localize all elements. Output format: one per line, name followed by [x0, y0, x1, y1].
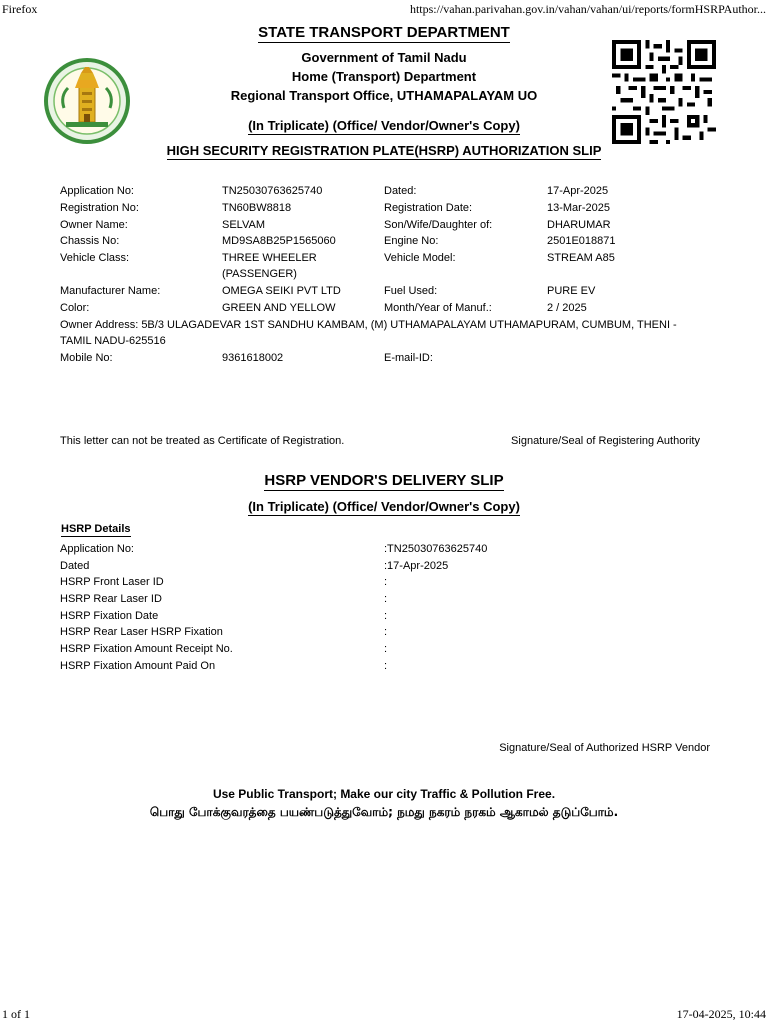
manuf-date-label: Month/Year of Manuf.: [384, 302, 492, 314]
owner-name-value: SELVAM [222, 219, 265, 231]
engine-no-label: Engine No: [384, 235, 439, 247]
mobile-label: Mobile No: [60, 352, 113, 364]
mobile-value: 9361618002 [222, 352, 284, 364]
email-label: E-mail-ID: [384, 352, 433, 364]
application-no-label: Application No: [60, 185, 134, 197]
department-title: STATE TRANSPORT DEPARTMENT [258, 24, 510, 41]
registration-no-label: Registration No: [60, 202, 139, 214]
page-info: 1 of 1 [2, 1007, 30, 1021]
copy-note: (In Triplicate) (Office/ Vendor/Owner's Copy) [248, 118, 520, 133]
hsrp-row-label: HSRP Front Laser ID [60, 576, 164, 588]
manufacturer-label: Manufacturer Name: [60, 285, 161, 297]
hsrp-row-value: : [384, 593, 388, 605]
engine-no-value: 2501E018871 [547, 235, 616, 247]
hsrp-row-value: : [384, 626, 388, 638]
slogan-english: Use Public Transport; Make our city Traffic & Pollution Free. [212, 787, 556, 801]
hsrp-row-value: : [384, 643, 388, 655]
registration-date-value: 13-Mar-2025 [547, 202, 610, 214]
owner-name-label: Owner Name: [60, 219, 128, 231]
hsrp-row-label: HSRP Fixation Amount Paid On [60, 660, 216, 672]
relation-label: Son/Wife/Daughter of: [384, 219, 493, 231]
vehicle-model-label: Vehicle Model: [384, 252, 456, 264]
application-no-value: TN25030763625740 [222, 185, 323, 197]
hsrp-row-value: :17-Apr-2025 [384, 560, 449, 572]
government-name: Government of Tamil Nadu [301, 50, 467, 65]
manuf-date-value: 2 / 2025 [547, 302, 587, 314]
hsrp-row-value: :TN25030763625740 [384, 543, 488, 555]
vehicle-class-value-line1: THREE WHEELER [222, 252, 317, 264]
certificate-disclaimer: This letter can not be treated as Certificate of Registration. [60, 435, 345, 447]
hsrp-details-heading: HSRP Details [61, 523, 131, 535]
rto-name: Regional Transport Office, UTHAMAPALAYAM UO [230, 88, 538, 103]
dated-label: Dated: [384, 185, 417, 197]
hsrp-row-label: Application No: [60, 543, 134, 555]
color-label: Color: [60, 302, 90, 314]
color-value: GREEN AND YELLOW [222, 302, 336, 314]
hsrp-row-label: HSRP Rear Laser ID [60, 593, 162, 605]
hsrp-row-label: HSRP Rear Laser HSRP Fixation [60, 626, 223, 638]
vendor-slip-title: HSRP VENDOR'S DELIVERY SLIP [264, 472, 504, 489]
manufacturer-value: OMEGA SEIKI PVT LTD [222, 285, 341, 297]
registration-no-value: TN60BW8818 [222, 202, 292, 214]
vehicle-model-value: STREAM A85 [547, 252, 615, 264]
vehicle-class-value-line2: (PASSENGER) [222, 268, 297, 280]
slip-title: HIGH SECURITY REGISTRATION PLATE(HSRP) AUTHORIZATION SLIP [166, 143, 602, 158]
home-department: Home (Transport) Department [291, 69, 477, 84]
hsrp-row-label: Dated [60, 560, 90, 572]
print-datetime: 17-04-2025, 10:44 [676, 1007, 766, 1021]
hsrp-row-value: : [384, 610, 388, 622]
fuel-value: PURE EV [547, 285, 596, 297]
vendor-copy-note: (In Triplicate) (Office/ Vendor/Owner's Copy) [248, 499, 520, 514]
registration-date-label: Registration Date: [384, 202, 473, 214]
owner-address-line1: Owner Address: 5B/3 ULAGADEVAR 1ST SANDHU KAMBAM, (M) UTHAMAPALAYAM UTHAMAPURAM, CUMBUM, THENI - [60, 319, 677, 331]
chassis-no-value: MD9SA8B25P1565060 [222, 235, 336, 247]
registering-authority-signature: Signature/Seal of Registering Authority [511, 435, 700, 447]
hsrp-row-value: : [384, 576, 388, 588]
hsrp-row-value: : [384, 660, 388, 672]
owner-address-line2: TAMIL NADU-625516 [60, 335, 166, 347]
hsrp-vendor-signature: Signature/Seal of Authorized HSRP Vendor [499, 742, 710, 754]
vehicle-class-label: Vehicle Class: [60, 252, 130, 264]
hsrp-row-label: HSRP Fixation Date [60, 610, 159, 622]
browser-app-name: Firefox [2, 2, 38, 16]
relation-value: DHARUMAR [547, 219, 611, 231]
slogan-tamil: பொது போக்குவரத்தை பயண்படுத்துவோம்; நமது நகரம் நரகம் ஆகாமல் தடுப்போம். [149, 805, 619, 819]
browser-url: https://vahan.parivahan.gov.in/vahan/vahan/ui/reports/formHSRPAuthor... [409, 2, 766, 16]
chassis-no-label: Chassis No: [60, 235, 120, 247]
hsrp-row-label: HSRP Fixation Amount Receipt No. [60, 643, 233, 655]
dated-value: 17-Apr-2025 [547, 185, 609, 197]
fuel-label: Fuel Used: [384, 285, 438, 297]
